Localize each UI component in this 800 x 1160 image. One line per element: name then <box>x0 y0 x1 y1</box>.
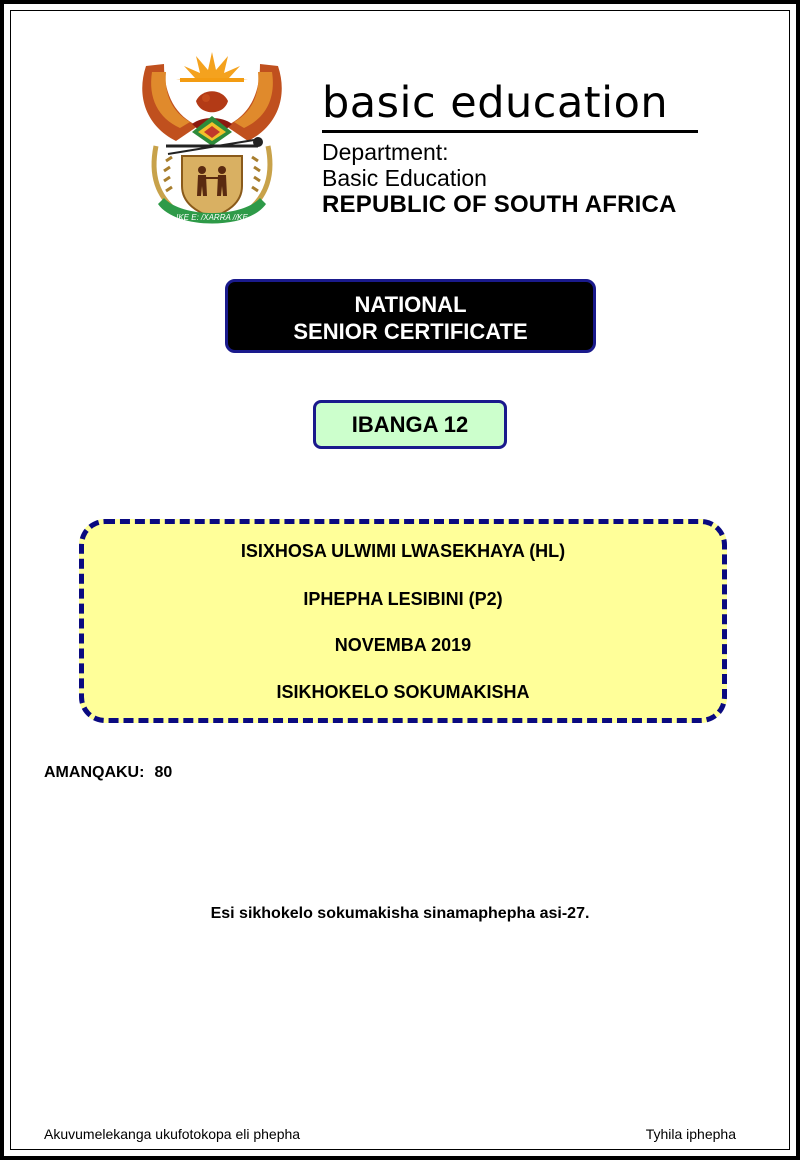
turn-page-notice: Tyhila iphepha <box>645 1126 736 1142</box>
brand-block <box>322 78 702 219</box>
svg-text:!KE E: /XARRA //KE: !KE E: /XARRA //KE <box>176 213 248 222</box>
coat-of-arms-icon <box>136 46 288 228</box>
brand-divider <box>322 130 698 133</box>
certificate-banner <box>225 279 596 353</box>
certificate-line-2: SENIOR CERTIFICATE <box>293 319 528 344</box>
paper-number: IPHEPHA LESIBINI (P2) <box>303 589 503 609</box>
certificate-line-1: NATIONAL <box>354 292 467 317</box>
page-count-note: Esi sikhokelo sokumakisha sinamaphepha asi-27. <box>210 905 590 922</box>
brand-name: basic education <box>322 78 669 128</box>
department-label: Department: <box>322 139 449 165</box>
subject-title: ISIXHOSA ULWIMI LWASEKHAYA (HL) <box>240 541 566 561</box>
subject-panel <box>79 519 727 723</box>
document-type: ISIKHOKELO SOKUMAKISHA <box>276 682 530 702</box>
department-name: Basic Education <box>322 165 487 191</box>
grade-label: IBANGA 12 <box>351 412 469 437</box>
marks-line <box>44 764 172 782</box>
country-name: REPUBLIC OF SOUTH AFRICA <box>322 191 677 218</box>
grade-badge <box>313 400 507 449</box>
marks-value: 80 <box>154 764 173 781</box>
copy-notice: Akuvumelekanga ukufotokopa eli phepha <box>44 1126 301 1142</box>
exam-date: NOVEMBA 2019 <box>334 635 472 655</box>
marks-label: AMANQAKU: <box>44 764 145 781</box>
